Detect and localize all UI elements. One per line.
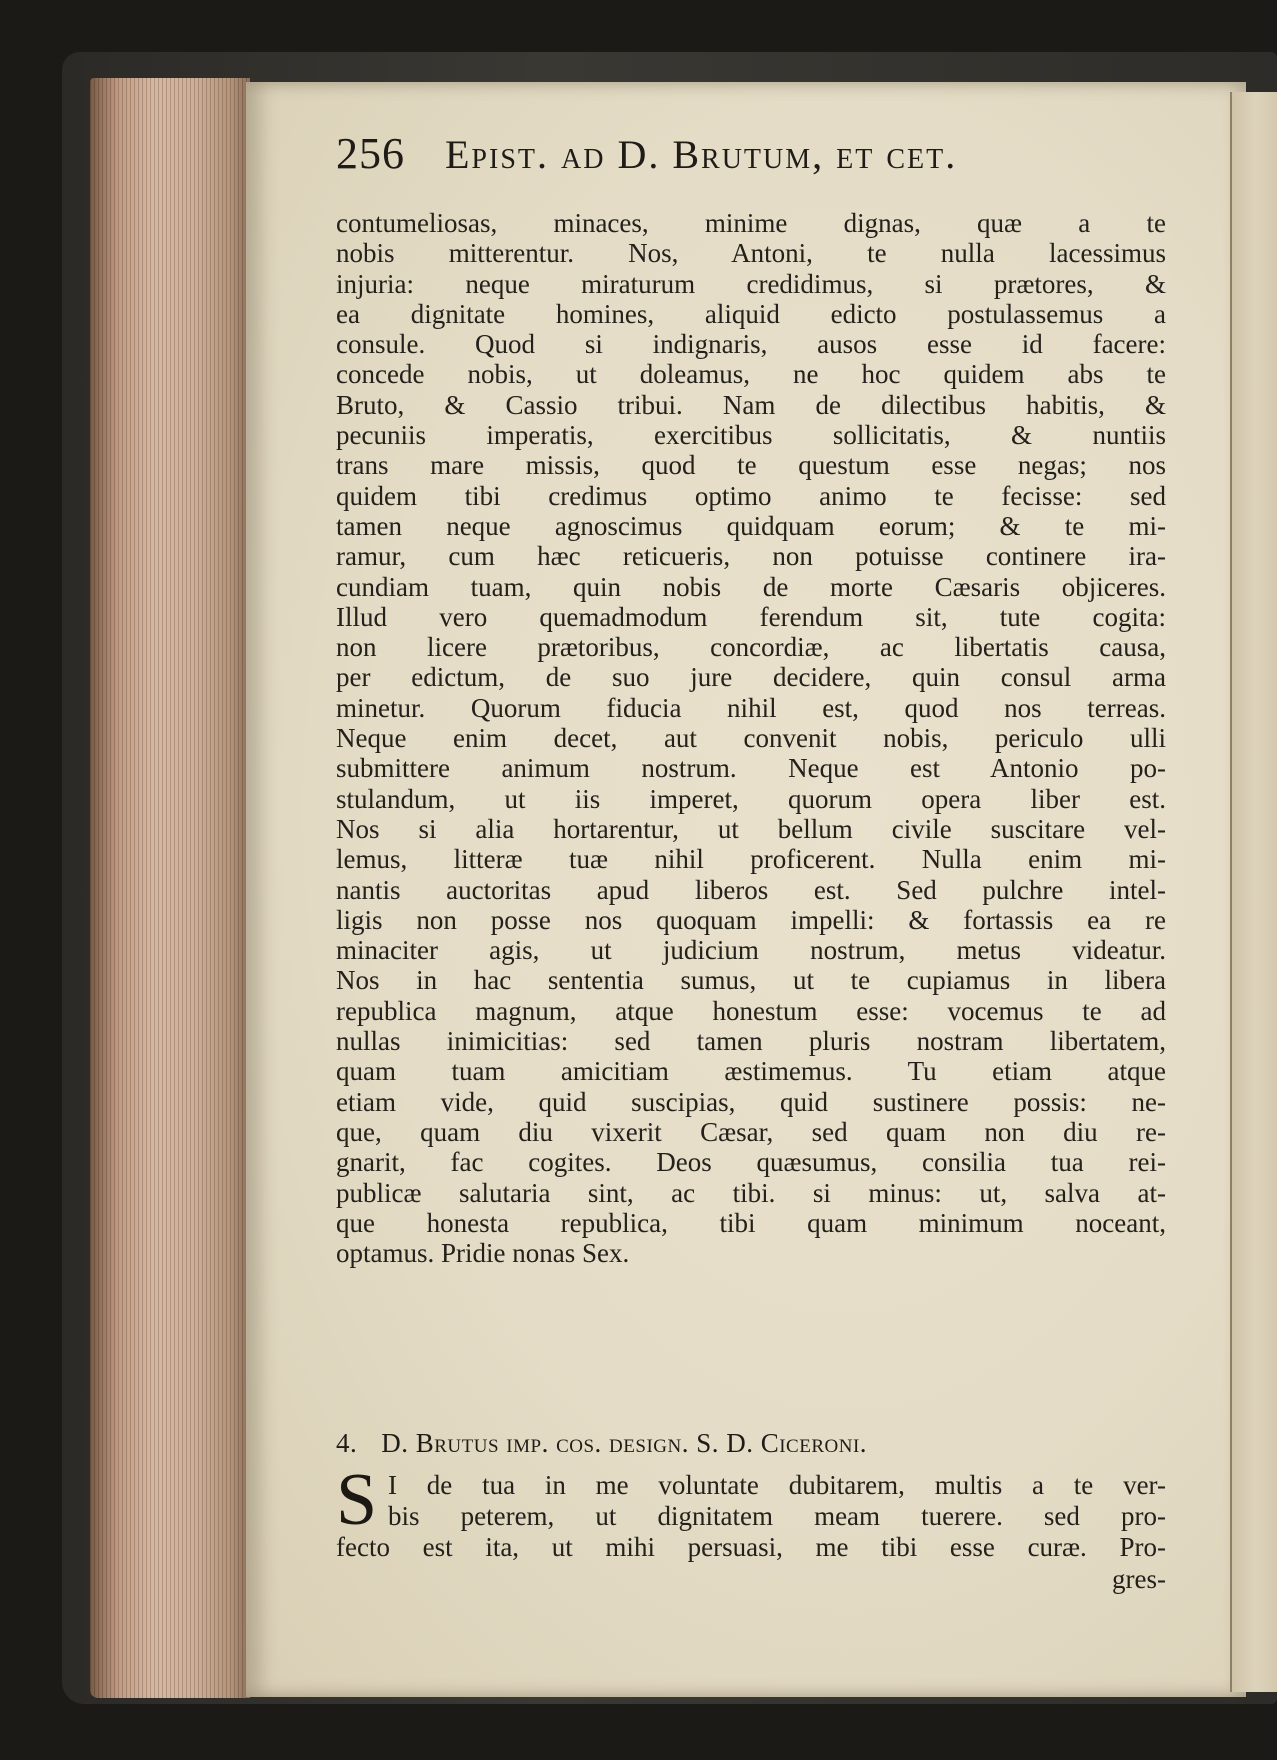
text-line: cundiam tuam, quin nobis de morte Cæsaris objiceres. xyxy=(336,571,1166,602)
text-line: nullas inimicitias: sed tamen pluris nostram libertatem, xyxy=(336,1026,1166,1057)
text-line: quam tuam amicitiam æstimemus. Tu etiam atque xyxy=(336,1056,1166,1087)
letter-heading xyxy=(336,1428,1166,1464)
text-line: minetur. Quorum fiducia nihil est, quod nos terreas. xyxy=(336,692,1166,723)
text-line: trans mare missis, quod te questum esse negas; nos xyxy=(336,450,1166,481)
letter-line: fecto est ita, ut mihi persuasi, me tibi esse curæ. Pro- xyxy=(336,1532,1166,1562)
text-line: Nos si alia hortarentur, ut bellum civile suscitare vel- xyxy=(336,813,1166,844)
catchword: gres- xyxy=(1112,1564,1166,1594)
page-header xyxy=(336,128,1196,188)
text-line: quidem tibi credimus optimo animo te fecisse: sed xyxy=(336,480,1166,511)
text-line: republica magnum, atque honestum esse: vocemus te ad xyxy=(336,995,1166,1026)
letter-number: 4. xyxy=(336,1428,358,1458)
text-line: ramur, cum hæc reticueris, non potuisse continere ira- xyxy=(336,541,1166,572)
text-line: Nos in hac sententia sumus, ut te cupiamus in libera xyxy=(336,965,1166,996)
text-line: ea dignitate homines, aliquid edicto postulassemus a xyxy=(336,298,1166,329)
text-line: contumeliosas, minaces, minime dignas, quæ a te xyxy=(336,208,1166,238)
page-edges xyxy=(90,78,250,1698)
text-line: lemus, litteræ tuæ nihil proficerent. Nulla enim mi- xyxy=(336,844,1166,875)
text-line: Bruto, & Cassio tribui. Nam de dilectibus habitis, & xyxy=(336,389,1166,420)
running-title: Epist. ad D. Brutum, et cet. xyxy=(445,132,958,177)
text-line: Neque enim decet, aut convenit nobis, periculo ulli xyxy=(336,723,1166,754)
text-line: consule. Quod si indignaris, ausos esse id facere: xyxy=(336,329,1166,360)
text-line: concede nobis, ut doleamus, ne hoc quidem abs te xyxy=(336,359,1166,390)
drop-cap: S xyxy=(336,1459,378,1541)
letter-heading-text: D. Brutus imp. cos. design. S. D. Ciceroni. xyxy=(381,1428,868,1458)
text-line: injuria: neque miraturum credidimus, si prætores, & xyxy=(336,268,1166,299)
text-line: publicæ salutaria sint, ac tibi. si minus: ut, salva at- xyxy=(336,1177,1166,1208)
letter-line: bis peterem, ut dignitatem meam tuerere. sed pro- xyxy=(388,1501,1166,1531)
text-line: nantis auctoritas apud liberos est. Sed pulchre intel- xyxy=(336,874,1166,905)
text-line: Illud vero quemadmodum ferendum sit, tute cogita: xyxy=(336,601,1166,632)
text-line: non licere prætoribus, concordiæ, ac libertatis causa, xyxy=(336,632,1166,663)
letter-body-text xyxy=(336,208,1166,1268)
text-line: pecuniis imperatis, exercitibus sollicitatis, & nuntiis xyxy=(336,420,1166,451)
page-number: 256 xyxy=(336,129,405,178)
letter-line: I de tua in me voluntate dubitarem, multis a te ver- xyxy=(388,1470,1166,1500)
text-line: optamus. Pridie nonas Sex. xyxy=(336,1238,630,1269)
facing-page-edge xyxy=(1230,92,1277,1692)
text-line: tamen neque agnoscimus quidquam eorum; & te mi- xyxy=(336,510,1166,541)
letter-opening xyxy=(336,1459,1166,1563)
text-line: nobis mitterentur. Nos, Antoni, te nulla lacessimus xyxy=(336,238,1166,269)
text-line: submittere animum nostrum. Neque est Antonio po- xyxy=(336,753,1166,784)
text-line: etiam vide, quid suscipias, quid sustinere possis: ne- xyxy=(336,1086,1166,1117)
text-line: stulandum, ut iis imperet, quorum opera liber est. xyxy=(336,783,1166,814)
text-line: que honesta republica, tibi quam minimum noceant, xyxy=(336,1207,1166,1238)
text-line: minaciter agis, ut judicium nostrum, metus videatur. xyxy=(336,935,1166,966)
text-line: ligis non posse nos quoquam impelli: & fortassis ea re xyxy=(336,904,1166,935)
text-line: per edictum, de suo jure decidere, quin consul arma xyxy=(336,662,1166,693)
text-line: gnarit, fac cogites. Deos quæsumus, consilia tua rei- xyxy=(336,1147,1166,1178)
text-line: que, quam diu vixerit Cæsar, sed quam non diu re- xyxy=(336,1116,1166,1147)
